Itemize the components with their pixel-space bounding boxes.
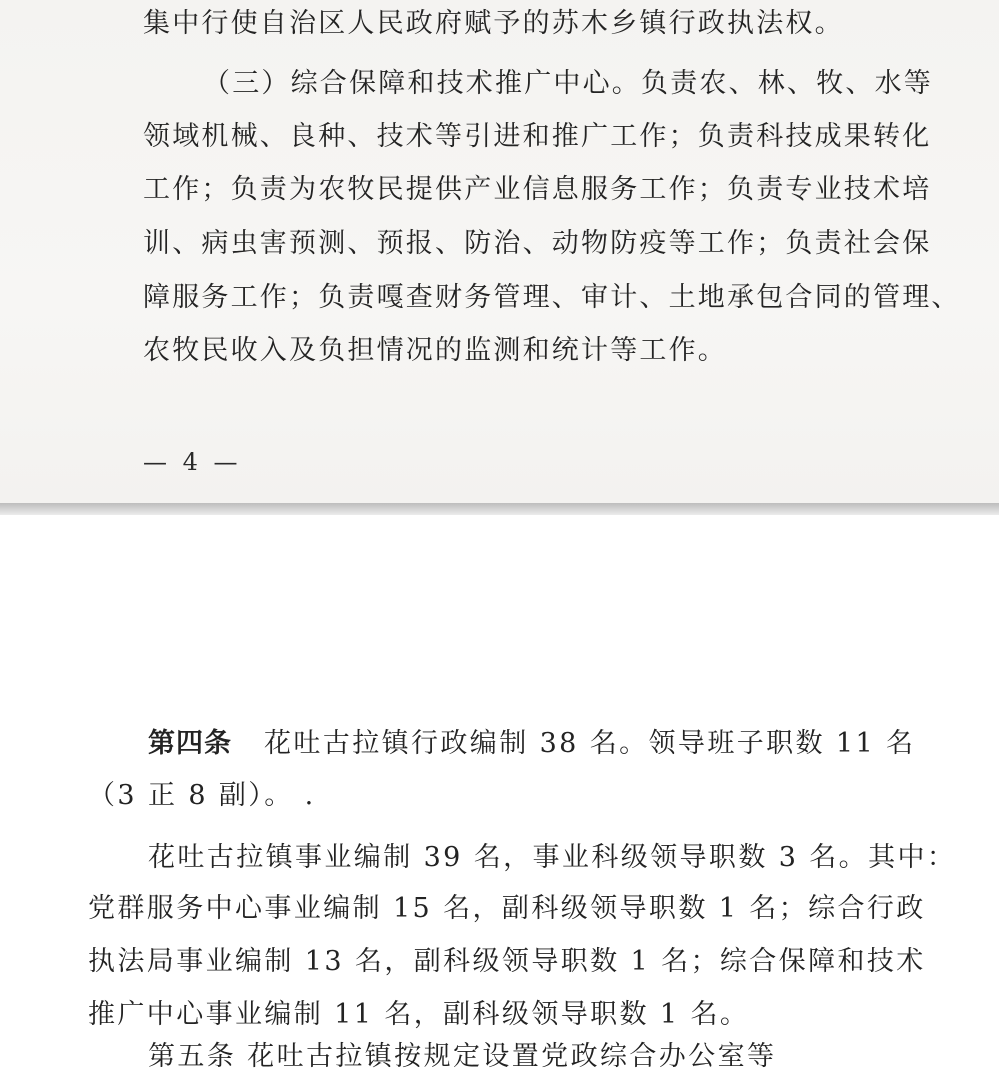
page-separator [0,503,999,515]
text-line-1: 集中行使自治区人民政府赋予的苏木乡镇行政执法权。 [143,8,844,39]
text-line-3: 领域机械、良种、技术等引进和推广工作；负责科技成果转化 [143,121,932,152]
article-four-text: 花吐古拉镇行政编制 38 名。领导班子职数 11 名 [264,728,916,759]
paragraph-line-4: 推广中心事业编制 11 名，副科级领导职数 1 名。 [88,999,750,1030]
text-line-6: 障服务工作；负责嘎查财务管理、审计、土地承包合同的管理、 [143,282,961,313]
text-line-2: （三）综合保障和技术推广中心。负责农、林、牧、水等 [203,68,933,99]
paragraph-line-1: 花吐古拉镇事业编制 39 名，事业科级领导职数 3 名。其中： [148,842,957,873]
text-line-7: 农牧民收入及负担情况的监测和统计等工作。 [143,335,727,366]
article-four-line-1 [148,727,915,761]
cutoff-text-line [148,1041,908,1072]
document-page-bottom [0,515,999,1054]
cutoff-text: 第五条 花吐古拉镇按规定设置党政综合办公室等 [148,1041,777,1072]
paragraph-line-3: 执法局事业编制 13 名，副科级领导职数 1 名；综合保障和技术 [88,946,926,977]
article-label: 第四条 [148,728,232,759]
article-four-line-2: （3 正 8 副）。 . [88,780,316,811]
text-line-4: 工作；负责为农牧民提供产业信息服务工作；负责专业技术培 [143,174,932,205]
page-number: — 4 — [143,448,242,476]
paragraph-line-2: 党群服务中心事业编制 15 名，副科级领导职数 1 名；综合行政 [88,893,926,924]
document-page-top [0,0,999,503]
text-line-5: 训、病虫害预测、预报、防治、动物防疫等工作；负责社会保 [143,228,932,259]
